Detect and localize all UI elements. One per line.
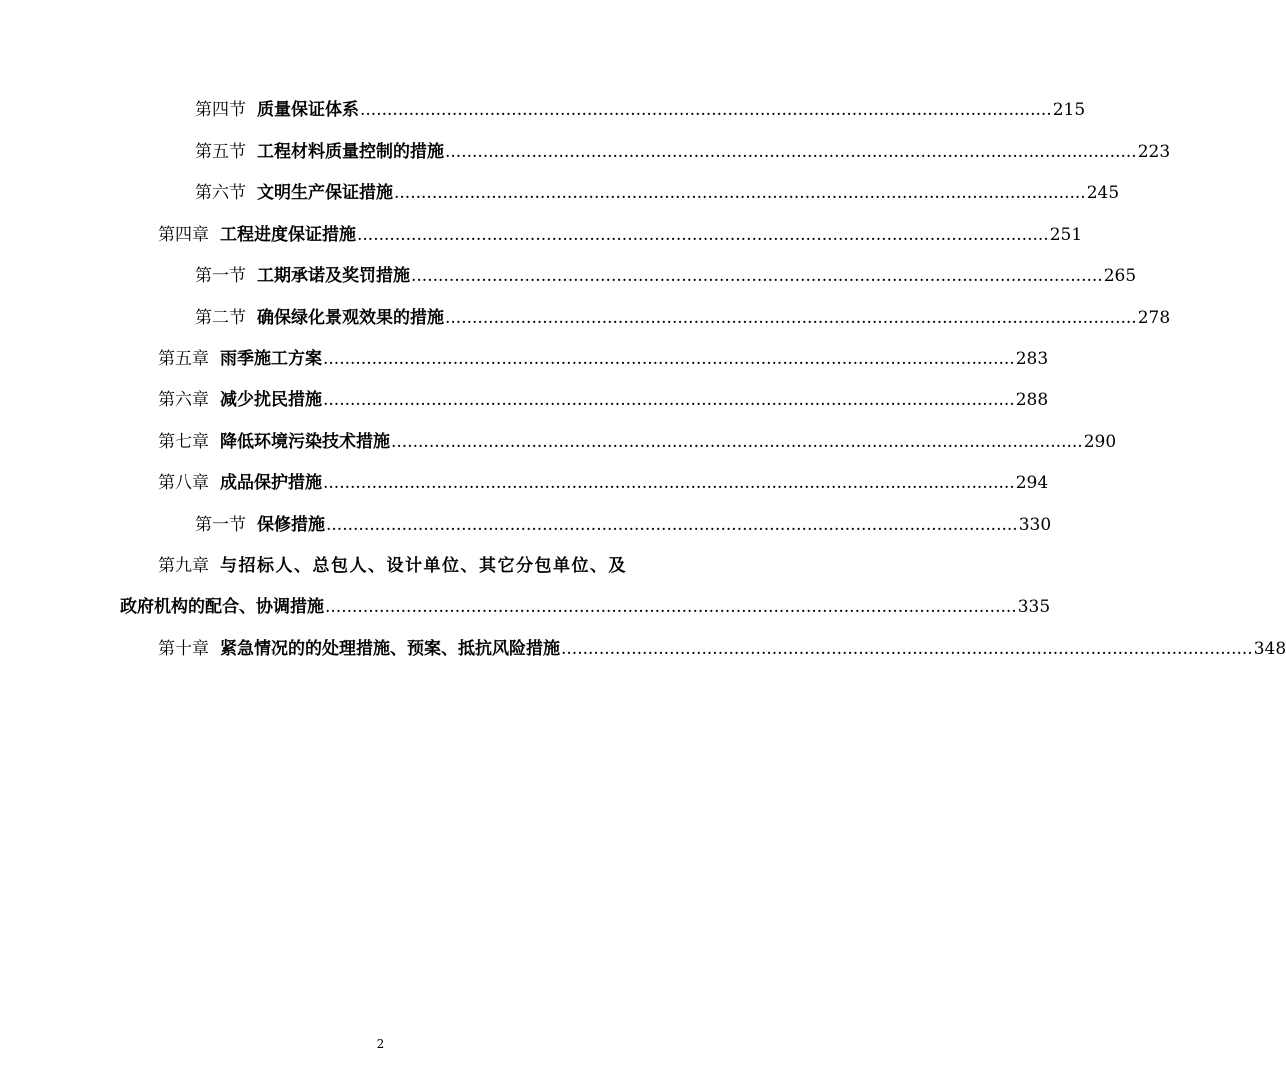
toc-entry[interactable] xyxy=(158,387,1049,413)
page-number: 2 xyxy=(376,1037,385,1051)
toc-entry[interactable] xyxy=(158,470,1049,496)
dot-leader: ................................................................................................................................ xyxy=(323,473,1015,493)
dot-leader: ................................................................................................................................ xyxy=(323,349,1015,369)
toc-entry-label: 第二节 xyxy=(195,308,246,328)
toc-entry-label: 第四章 xyxy=(158,225,209,245)
toc-entry-page: 265 xyxy=(1103,266,1137,286)
toc-entry-page: 330 xyxy=(1018,515,1052,535)
toc-entry-page: 223 xyxy=(1137,142,1171,162)
toc-entry-page: 290 xyxy=(1083,432,1117,452)
toc-entry-title: 工期承诺及奖罚措施 xyxy=(257,266,410,286)
toc-entry-label: 第八章 xyxy=(158,473,209,493)
dot-leader: ................................................................................................................................ xyxy=(325,597,1017,617)
toc-entry-label: 第九章 xyxy=(158,556,209,576)
dot-leader: ................................................................................................................................ xyxy=(323,390,1015,410)
toc-entry-page: 283 xyxy=(1015,349,1049,369)
toc-entry-page: 215 xyxy=(1052,100,1086,120)
toc-entry-label: 第一节 xyxy=(195,515,246,535)
toc-entry-title: 减少扰民措施 xyxy=(220,390,322,410)
toc-entry-page: 294 xyxy=(1015,473,1049,493)
toc-entry-title: 成品保护措施 xyxy=(220,473,322,493)
toc-entry-label: 第十章 xyxy=(158,639,209,659)
toc-entry[interactable] xyxy=(195,139,1171,165)
dot-leader: ................................................................................................................................ xyxy=(360,100,1052,120)
toc-entry-label: 第六章 xyxy=(158,390,209,410)
toc-entry-title: 降低环境污染技术措施 xyxy=(220,432,390,452)
toc-entry-label: 第六节 xyxy=(195,183,246,203)
toc-entry-label: 第五节 xyxy=(195,142,246,162)
toc-entry-page: 251 xyxy=(1049,225,1083,245)
toc-entry-page: 278 xyxy=(1137,308,1171,328)
dot-leader: ................................................................................................................................ xyxy=(411,266,1103,286)
toc-entry[interactable] xyxy=(158,636,1286,662)
dot-leader: ................................................................................................................................ xyxy=(326,515,1018,535)
toc-entry-page: 288 xyxy=(1015,390,1049,410)
toc-entry-title: 确保绿化景观效果的措施 xyxy=(257,308,444,328)
toc-entry[interactable] xyxy=(195,512,1052,538)
toc-entry-title-line2: 政府机构的配合、协调措施 xyxy=(120,597,324,617)
toc-entry-label: 第五章 xyxy=(158,349,209,369)
toc-entry[interactable] xyxy=(195,180,1120,206)
dot-leader: ................................................................................................................................ xyxy=(391,432,1083,452)
dot-leader: ................................................................................................................................ xyxy=(445,308,1137,328)
toc-entry-page: 245 xyxy=(1086,183,1120,203)
toc-entry[interactable] xyxy=(158,222,1083,248)
toc-entry[interactable] xyxy=(195,305,1171,331)
toc-entry-wrapped[interactable] xyxy=(158,553,639,579)
toc-entry-label: 第一节 xyxy=(195,266,246,286)
toc-entry-title: 紧急情况的的处理措施、预案、抵抗风险措施 xyxy=(220,639,560,659)
toc-entry-title: 保修措施 xyxy=(257,515,325,535)
toc-entry-page: 335 xyxy=(1017,597,1051,617)
dot-leader: ................................................................................................................................ xyxy=(561,639,1253,659)
toc-entry-label: 第七章 xyxy=(158,432,209,452)
toc-entry-wrapped-continuation[interactable] xyxy=(120,594,1051,620)
toc-entry-title: 工程材料质量控制的措施 xyxy=(257,142,444,162)
dot-leader: ................................................................................................................................ xyxy=(357,225,1049,245)
toc-entry[interactable] xyxy=(195,263,1137,289)
toc-entry[interactable] xyxy=(158,429,1117,455)
toc-entry[interactable] xyxy=(195,97,1086,123)
dot-leader: ................................................................................................................................ xyxy=(445,142,1137,162)
toc-entry-title: 文明生产保证措施 xyxy=(257,183,393,203)
toc-entry[interactable] xyxy=(158,346,1049,372)
toc-entry-title: 工程进度保证措施 xyxy=(220,225,356,245)
toc-entry-page: 348 xyxy=(1253,639,1286,659)
toc-entry-label: 第四节 xyxy=(195,100,246,120)
toc-entry-title: 雨季施工方案 xyxy=(220,349,322,369)
toc-entry-title-line1: 与招标人、总包人、设计单位、其它分包单位、及 xyxy=(220,556,627,576)
dot-leader: ................................................................................................................................ xyxy=(394,183,1086,203)
toc-entry-title: 质量保证体系 xyxy=(257,100,359,120)
